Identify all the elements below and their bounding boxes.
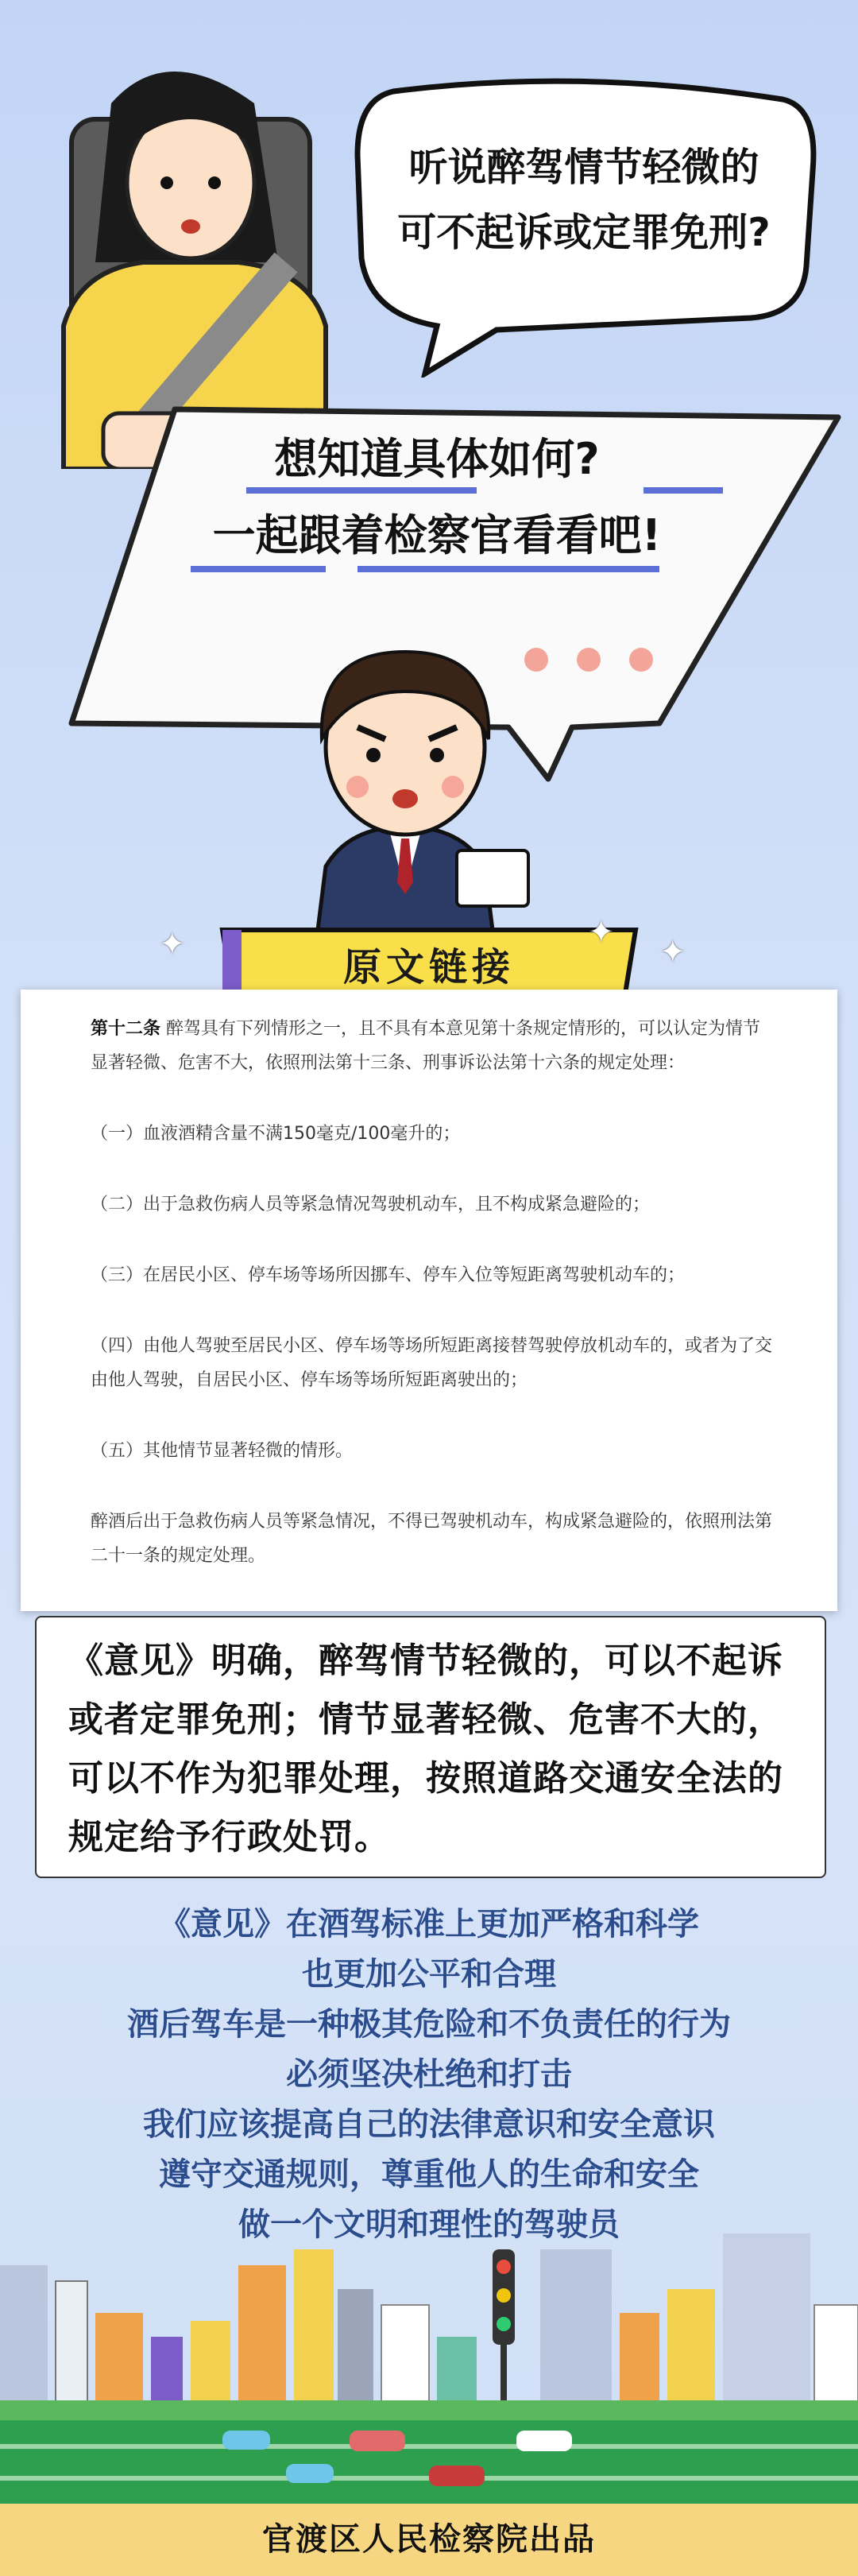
article-item: （五）其他情节显著轻微的情形。 [91,1441,354,1461]
sparkle-icon: ✦ [588,914,615,951]
article-intro: 醉驾具有下列情形之一，且不具有本意见第十条规定情形的，可以认定为情节显著轻微、危害不大，依照刑法第十三条、刑事诉讼法第十六条的规定处理： [91,1019,761,1073]
article-item: （一）血液酒精含量不满150毫克/100毫升的； [91,1124,461,1144]
dot-3 [629,648,653,672]
closing-line: 酒后驾车是一种极其危险和不负责任的行为 [127,2006,731,2043]
sparkle-icon: ✦ [159,926,186,963]
closing-line: 做一个文明和理性的驾驶员 [238,2206,620,2243]
summary-box [35,1616,826,1878]
article-item: （三）在居民小区、停车场等场所因挪车、停车入位等短距离驾驶机动车的； [91,1265,686,1285]
dot-2 [577,648,601,672]
article-label: 第十二条 [91,1019,161,1039]
article-12 [91,1012,774,1080]
closing-line: 也更加公平和合理 [302,1956,556,1993]
publisher-footer: 官渡区人民检察院出品 [0,2504,858,2576]
summary-text: 《意见》明确，醉驾情节轻微的，可以不起诉或者定罪免刑；情节显著轻微、危害不大的，可以不作为犯罪处理，按照道路交通安全法的规定给予行政处罚。 [68,1641,783,1857]
article-closing: 醉酒后出于急救伤病人员等紧急情况，不得已驾驶机动车，构成紧急避险的，依照刑法第二十一条的规定处理。 [91,1512,773,1566]
invite-line-2: 一起跟着检察官看看吧! [212,510,662,560]
closing-line: 我们应该提高自己的法律意识和安全意识 [143,2106,715,2143]
city-skyline-illustration [0,2218,858,2504]
sparkle-icon: ✦ [659,934,686,970]
article-item: （二）出于急救伤病人员等紧急情况驾驶机动车，且不构成紧急避险的； [91,1195,651,1214]
prosecutor-illustration [254,628,556,930]
closing-line: 必须坚决杜绝和打击 [286,2056,572,2093]
closing-message [0,1900,858,2250]
question-line-1: 听说醉驾情节轻微的 [408,145,759,190]
question-line-2: 可不起诉或定罪免刑? [397,210,771,255]
article-item: （四）由他人驾驶至居民小区、停车场等场所短距离接替驾驶停放机动车的，或者为了交由他人驾驶，自居民小区、停车场等场所短距离驶出的； [91,1336,773,1390]
invite-line-1: 想知道具体如何? [274,434,600,484]
question-text [361,135,806,265]
invite-text [167,421,707,574]
section-title: 原文链接 [342,945,515,990]
closing-line: 《意见》在酒驾标准上更加严格和科学 [159,1906,699,1943]
closing-line: 遵守交通规则，尊重他人的生命和安全 [159,2156,699,2193]
law-text-card [21,990,837,1611]
